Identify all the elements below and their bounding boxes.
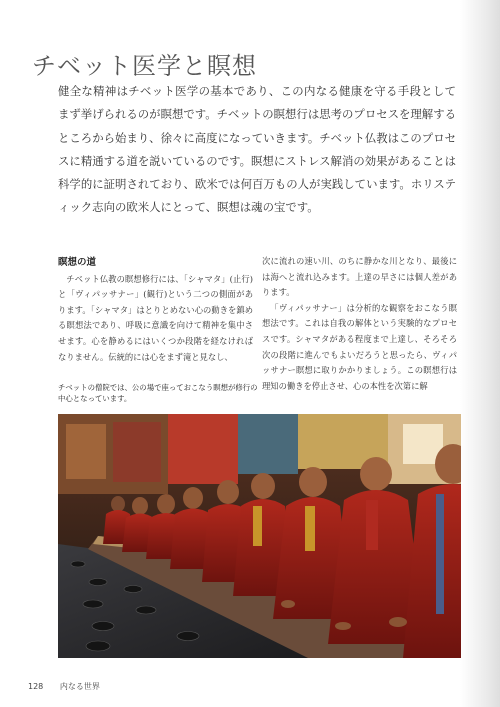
body-paragraph: チベット仏教の瞑想修行には、「シャマタ」(止行)と「ヴィパッサナー」(観行)という二つの側面があります。「シャマタ」はとりとめない心の動きを鎮める瞑想法であり、呼吸に意識を向けて精神を集中させます。心を静めるにはいくつか段階を経なければなりません。伝統的には心をまず滝と見なし、: [58, 273, 253, 362]
page-footer: [28, 681, 100, 692]
section-name: 内なる世界: [59, 682, 100, 691]
lead-paragraph: 健全な精神はチベット医学の基本であり、この内なる健康を守る手段としてまず挙げられるのが瞑想です。チベットの瞑想行は思考のプロセスを理解するところから始まり、徐々に高度になっていきます。チベット仏教はこのプロセスに精通する道を説いているのです。瞑想にストレス解消の効果があることは科学的に証明されており、欧米では何百万もの人が実践しています。ホリスティック志向の欧米人にとって、瞑想は魂の宝です。: [58, 84, 456, 215]
left-column: [58, 255, 253, 365]
body-paragraph: 次に流れの速い川、のちに静かな川となり、最後には海へと流れ込みます。上達の早さには個人差があります。: [262, 256, 457, 298]
body-paragraph: 「ヴィパッサナー」は分析的な観察をおこなう瞑想法です。これは自我の解体という実験的なプロセスです。シャマタがある程度まで上達し、そろそろ次の段階に進んでもよいだろうと思ったら、ヴィパッサナー瞑想に取りかかりましょう。この瞑想行は理知の働きを停止させ、心の本性を次第に解: [262, 302, 457, 391]
page-number: 128: [28, 682, 44, 691]
right-column: [262, 254, 457, 394]
monks-meditation-photo: [58, 414, 461, 658]
page-title: チベット医学と瞑想: [32, 52, 257, 81]
photo-caption: チベットの僧院では、公の場で座っておこなう瞑想が修行の中心となっています。: [58, 383, 258, 403]
photo-illustration: [58, 414, 461, 658]
section-heading: 瞑想の道: [58, 257, 97, 268]
